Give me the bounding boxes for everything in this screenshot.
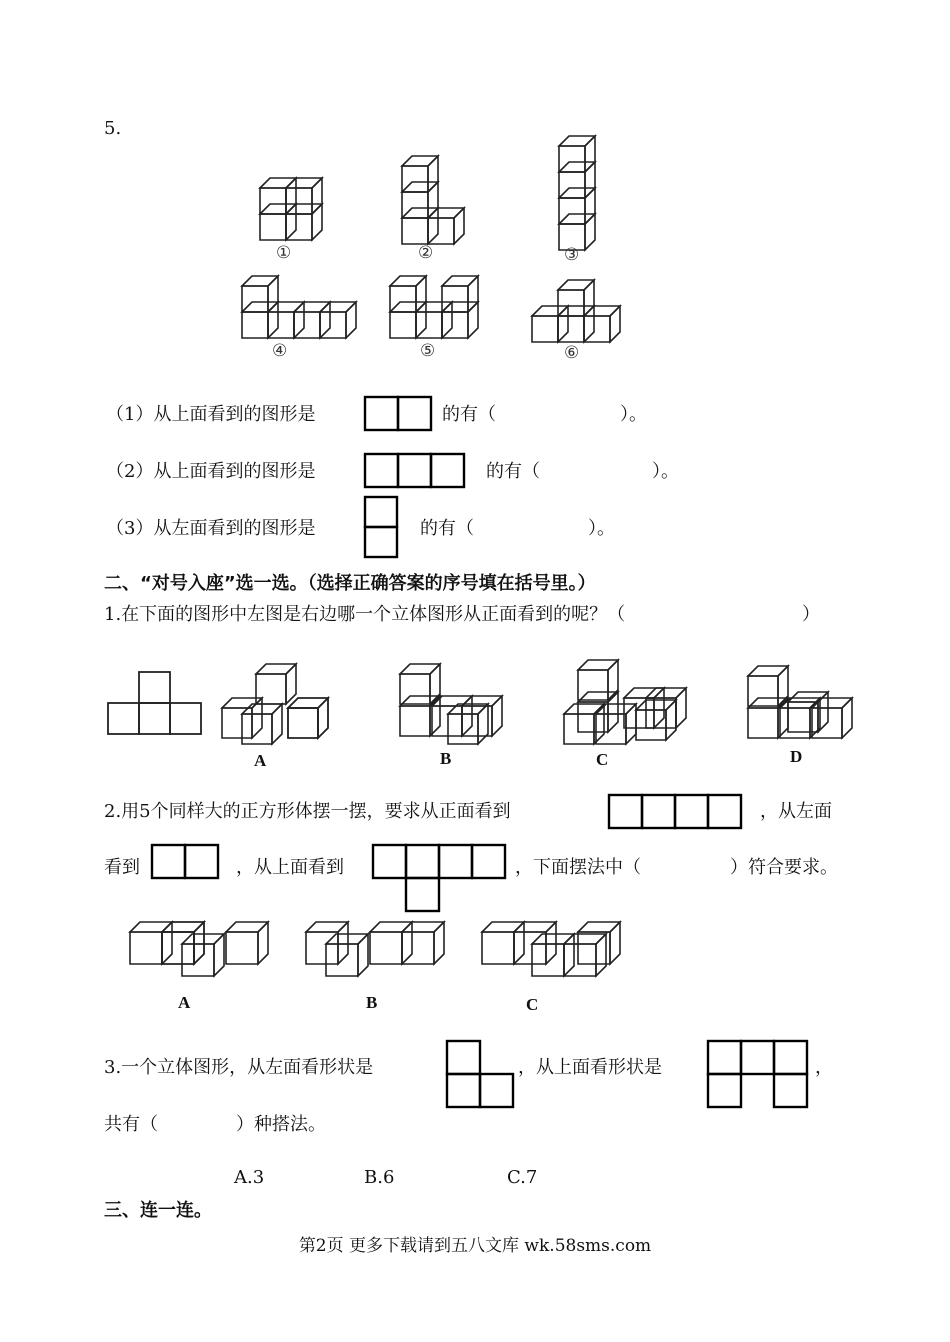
q5-sub3-shape [364,496,400,560]
s2-q1-option-a-label: A [254,751,267,770]
s2-q1-option-b-label: B [440,749,452,768]
s2-q1-option-c-label: C [596,750,609,769]
section-2-heading: 二、“对号入座”选一选。（选择正确答案的序号填在括号里。） [104,573,596,594]
question-5-number: 5. [104,118,122,139]
s2-q3-part1: 3.一个立体图形，从左面看形状是 [104,1057,374,1078]
s2-q1-option-d-label: D [790,747,803,766]
s2-q2-part1: 2.用5个同样大的正方形体摆一摆，要求从正面看到 [104,801,511,822]
s2-q2-part3: 看到 [104,857,140,878]
s2-q3-part2: ，从上面看形状是 [518,1057,662,1078]
s2-q3-part3: ， [815,1057,833,1078]
page-footer: 第2页 更多下载请到五八文库 wk.58sms.com [298,1236,652,1256]
q5-figure-2 [402,156,464,244]
q5-figure-label-6: ⑥ [564,343,580,363]
q5-figure-label-3: ③ [564,245,580,265]
s2-q2-option-c [482,922,620,976]
s2-q2-option-b-label: B [366,993,378,1012]
q5-figure-3 [559,136,595,250]
s2-q3-part5: ）种搭法。 [236,1114,326,1135]
s2-q2-option-b [306,922,444,976]
q5-figure-6 [532,280,620,342]
q5-sub2-prefix: （2）从上面看到的图形是 [106,461,316,482]
s2-q2-top-shape [372,844,508,914]
s2-q3-choice-b: B.6 [364,1167,395,1188]
q5-sub3-close: ）。 [588,518,615,539]
s2-q2-part2: ，从左面 [760,801,832,822]
q5-sub2-close: ）。 [652,461,679,482]
s2-q3-left-shape [446,1040,516,1110]
q5-sub1-prefix: （1）从上面看到的图形是 [106,404,316,425]
q5-figure-label-1: ① [276,243,292,263]
s2-q2-part6: ）符合要求。 [730,857,838,878]
q5-sub2-suffix: 的有（ [486,461,540,482]
q5-sub1-shape [364,396,434,432]
s2-q1-option-d [748,666,852,738]
s2-q1-option-b [400,664,502,744]
s2-q2-figures [0,916,950,1026]
q5-figure-5 [390,276,478,338]
s2-q3-choice-a: A.3 [234,1167,265,1188]
s2-q1-figures [0,640,950,780]
s2-q1-front-view [108,672,201,734]
q5-sub3-prefix: （3）从左面看到的图形是 [106,518,316,539]
q5-sub3-suffix: 的有（ [420,518,474,539]
s2-q1-text: 1.在下面的图形中左图是右边哪一个立体图形从正面看到的呢？（ [104,604,626,625]
section-3-heading: 三、连一连。 [104,1200,212,1221]
s2-q2-option-c-label: C [526,995,539,1014]
q5-figure-label-2: ② [418,243,434,263]
q5-figure-4 [242,276,356,338]
s2-q2-left-shape [151,844,221,880]
q5-figures [0,0,950,380]
s2-q2-option-a-label: A [178,993,191,1012]
s2-q1-close: ） [802,604,820,625]
q5-sub1-suffix: 的有（ [442,404,496,425]
s2-q1-option-a [222,664,328,744]
s2-q2-option-a [130,922,268,976]
s2-q2-part5: ，下面摆法中（ [515,857,641,878]
s2-q2-front-shape [608,794,744,830]
s2-q3-part4: 共有（ [104,1114,158,1135]
s2-q3-choice-c: C.7 [507,1167,538,1188]
q5-sub1-close: ）。 [620,404,647,425]
q5-sub2-shape [364,453,466,489]
q5-figure-1 [260,178,322,240]
s2-q3-top-shape [707,1040,809,1110]
q5-figure-label-5: ⑤ [420,341,436,361]
s2-q1-option-c [564,660,686,744]
q5-figure-label-4: ④ [272,341,288,361]
s2-q2-part4: ，从上面看到 [236,857,344,878]
